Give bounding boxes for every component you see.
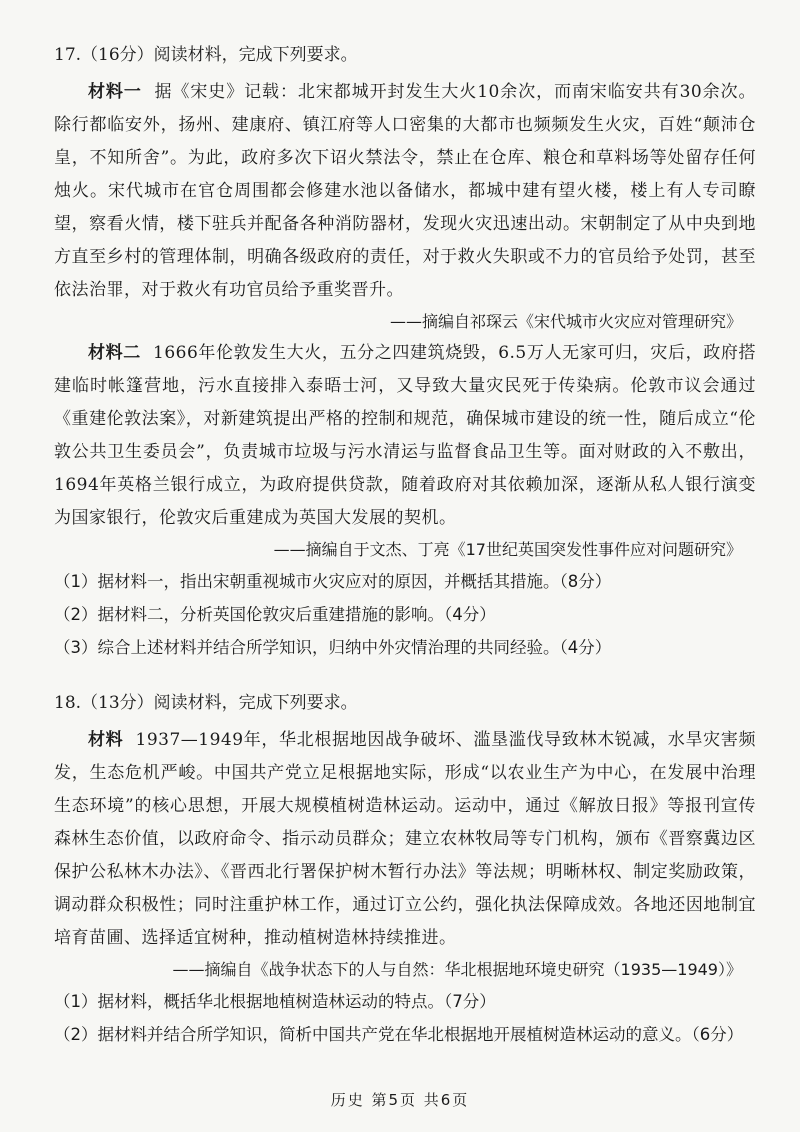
- question-17-sub-1: （1）据材料一，指出宋朝重视城市火灾应对的原因，并概括其措施。（8分）: [54, 572, 612, 591]
- material-label: 材料: [88, 730, 124, 750]
- question-17-material-1: [54, 76, 756, 307]
- material-1-text: 据《宋史》记载：北宋都城开封发生大火10余次，而南宋临安共有30余次。除行都临安外，扬州、建康府、镇江府等人口密集的大都市也频频发生火灾，百姓“颠沛仓皇，不知所舍”。为此，政府多次下诏火禁法令，禁止在仓库、粮仓和草料场等处留存任何烛火。宋代城市在官仓周围都会修建水池以备储水，都城中建有望火楼，楼上有人专司瞭望，察看火情，楼下驻兵并配备各种消防器材，发现火灾迅速出动。宋朝制定了从中央到地方直至乡村的管理体制，明确各级政府的责任，对于救火失职或不力的官员给予处罚，甚至依法治罪，对于救火有功官员给予重奖晋升。: [54, 82, 757, 300]
- material-text: 1937—1949年，华北根据地因战争破坏、滥垦滥伐导致林木锐减，水旱灾害频发，生态危机严峻。中国共产党立足根据地实际，形成“以农业生产为中心，在发展中治理生态环境”的核心思想，开展大规模植树造林运动。运动中，通过《解放日报》等报刊宣传森林生态价值，以政府命令、指示动员群众；建立农林牧局等专门机构，颁布《晋察冀边区保护公私林木办法》、《晋西北行署保护树木暂行办法》等法规；明晰林权、制定奖励政策，调动群众积极性；同时注重护林工作，通过订立公约，强化执法保障成效。各地还因地制宜培育苗圃、选择适宜树种，推动植树造林持续推进。: [54, 730, 756, 948]
- material-2-text: 1666年伦敦发生大火，五分之四建筑烧毁，6.5万人无家可归，灾后，政府搭建临时帐篷营地，污水直接排入泰晤士河，又导致大量灾民死于传染病。伦敦市议会通过《重建伦敦法案》，对新建筑提出严格的控制和规范，确保城市建设的统一性，随后成立“伦敦公共卫生委员会”，负责城市垃圾与污水清运与监督食品卫生等。面对财政的入不敷出，1694年英格兰银行成立，为政府提供贷款，随着政府对其依赖加深，逐渐从私人银行演变为国家银行，伦敦灾后重建成为英国大发展的契机。: [54, 343, 756, 528]
- question-17-heading: 17.（16分）阅读材料，完成下列要求。: [54, 45, 358, 65]
- question-18-sub-2: （2）据材料并结合所学知识，简析中国共产党在华北根据地开展植树造林运动的意义。（6分）: [54, 1025, 744, 1044]
- question-17-sub-2: （2）据材料二，分析英国伦敦灾后重建措施的影响。（4分）: [54, 605, 496, 624]
- question-18-heading: 18.（13分）阅读材料，完成下列要求。: [54, 693, 358, 713]
- question-spacer: [54, 664, 756, 690]
- material-source: ——摘编自《战争状态下的人与自然：华北根据地环境史研究（1935—1949）》: [172, 960, 742, 979]
- page-footer: 历史 第5页 共6页: [330, 1091, 470, 1109]
- material-2-source: ——摘编自于文杰、丁亮《17世纪英国突发性事件应对问题研究》: [273, 540, 742, 559]
- question-18-sub-1: （1）据材料，概括华北根据地植树造林运动的特点。（7分）: [54, 992, 496, 1011]
- question-17-material-2: [54, 337, 756, 535]
- question-17-sub-3: （3）综合上述材料并结合所学知识，归纳中外灾情治理的共同经验。（4分）: [54, 638, 612, 657]
- material-2-label: 材料二: [88, 343, 141, 363]
- material-1-label: 材料一: [88, 82, 142, 102]
- question-18-material: [54, 724, 756, 955]
- material-1-source: ——摘编自祁琛云《宋代城市火灾应对管理研究》: [389, 312, 742, 331]
